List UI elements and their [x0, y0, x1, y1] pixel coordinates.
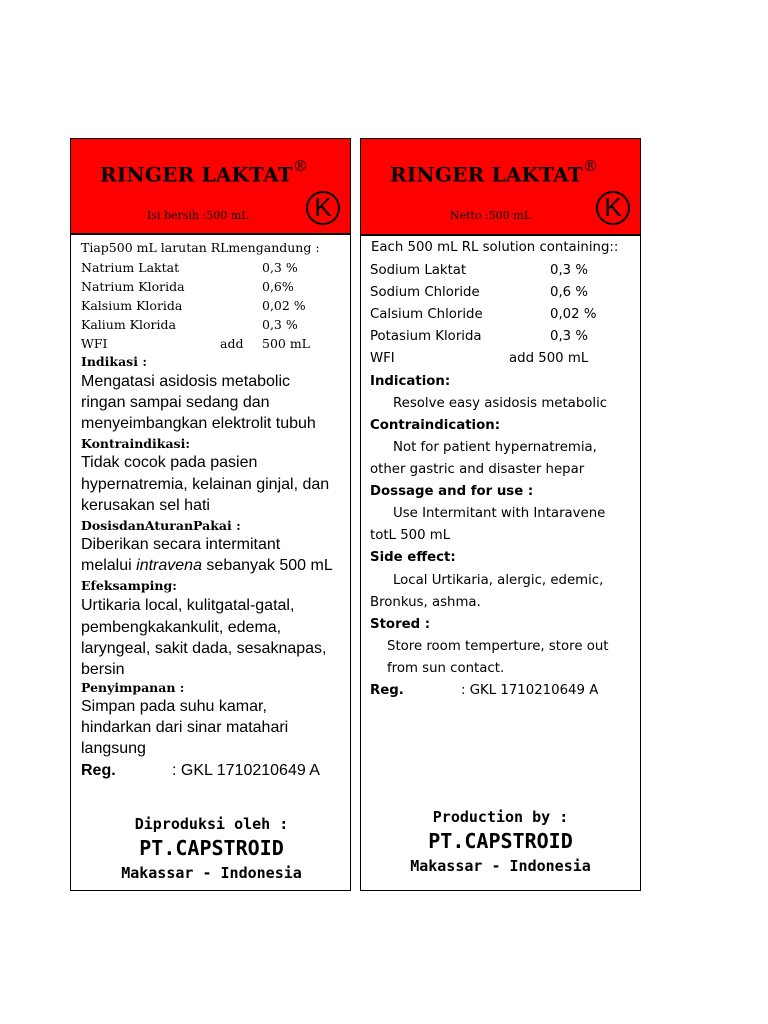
label-header: [361, 139, 640, 236]
indication-heading: Indication:: [370, 374, 451, 389]
dosage-text: Use Intermitant with Intaravene: [393, 506, 606, 521]
manufacturer-name: PT.CAPSTROID: [428, 829, 573, 853]
ingredient-name: Sodium Chloride: [370, 285, 480, 300]
indication-text: Mengatasi asidosis metabolic: [81, 373, 290, 390]
storage-text: from sun contact.: [387, 661, 505, 676]
wfi-add: add 500 mL: [509, 351, 589, 366]
side-effects-text: bersin: [81, 661, 125, 678]
ingredient-amount: 0,6 %: [550, 285, 589, 300]
indication-text: Resolve easy asidosis metabolic: [393, 396, 608, 411]
label-english: [360, 138, 641, 891]
side-effects-text: Local Urtikaria, alergic, edemic,: [393, 573, 604, 588]
product-title: RINGER LAKTAT®: [100, 157, 309, 187]
product-title: RINGER LAKTAT®: [390, 157, 599, 187]
indication-text: ringan sampai sedang dan: [81, 394, 270, 411]
ingredient-name: Kalsium Klorida: [81, 298, 183, 313]
contraindication-heading: Contraindication:: [370, 418, 501, 433]
storage-text: Simpan pada suhu kamar,: [81, 698, 267, 715]
wfi-amount: 500 mL: [262, 336, 310, 351]
composition-intro: Each 500 mL RL solution containing::: [371, 240, 619, 255]
label-indonesian: [70, 138, 351, 891]
storage-heading: Penyimpanan :: [81, 680, 185, 695]
manufacturer-intro: Production by :: [432, 808, 569, 826]
side-effects-heading: Efeksamping:: [81, 578, 177, 593]
ingredient-name: Sodium Laktat: [370, 263, 467, 278]
contraindication-text: kerusakan sel hati: [81, 497, 210, 514]
storage-text: langsung: [81, 740, 146, 757]
hard-drug-k-logo-icon: K: [596, 191, 630, 225]
ingredient-amount: 0,02 %: [550, 307, 597, 322]
ingredient-amount: 0,6%: [262, 279, 294, 294]
wfi-add: add: [220, 336, 244, 351]
side-effects-text: Urtikaria local, kulitgatal-gatal,: [81, 597, 295, 614]
net-content: Netto :500 mL: [450, 209, 532, 222]
contraindication-text: hypernatremia, kelainan ginjal, dan: [81, 476, 330, 493]
ingredient-amount: 0,3 %: [262, 317, 298, 332]
registration-number: : GKL 1710210649 A: [172, 762, 320, 779]
ingredient-name: Kalium Klorida: [81, 317, 176, 332]
storage-text: hindarkan dari sinar matahari: [81, 719, 289, 736]
dosage-heading: DosisdanAturanPakai :: [81, 518, 241, 533]
ingredient-name: Potasium Klorida: [370, 329, 482, 344]
wfi-name: WFI: [370, 351, 395, 366]
registration-label: Reg.: [81, 762, 116, 779]
ingredient-amount: 0,3 %: [550, 329, 589, 344]
ingredient-name: Natrium Laktat: [81, 260, 180, 275]
registered-mark: ®: [292, 157, 309, 175]
dosage-text: Diberikan secara intermitant: [81, 536, 281, 553]
contraindication-text: Not for patient hypernatremia,: [393, 440, 597, 455]
wfi-name: WFI: [81, 336, 108, 351]
ingredient-name: Natrium Klorida: [81, 279, 185, 294]
manufacturer-intro: Diproduksi oleh :: [134, 815, 289, 833]
storage-heading: Stored :: [370, 617, 431, 632]
contraindication-text: Tidak cocok pada pasien: [81, 454, 258, 471]
registration-label: Reg.: [370, 683, 404, 698]
manufacturer-city: Makassar - Indonesia: [410, 857, 591, 875]
side-effects-text: pembengkakankulit, edema,: [81, 619, 282, 636]
indication-heading: Indikasi :: [81, 354, 147, 369]
ingredient-name: Calsium Chloride: [370, 307, 483, 322]
dosage-text: totL 500 mL: [370, 528, 451, 543]
manufacturer-name: PT.CAPSTROID: [139, 836, 284, 860]
net-content: Isi bersih :500 mL: [147, 209, 249, 222]
hard-drug-k-logo-icon: K: [306, 191, 340, 225]
manufacturer-city: Makassar - Indonesia: [121, 864, 302, 882]
composition-intro: Tiap500 mL larutan RLmengandung :: [81, 240, 320, 255]
dosage-text: melalui intravena sebanyak 500 mL: [81, 557, 333, 574]
ingredient-amount: 0,3 %: [550, 263, 589, 278]
contraindication-heading: Kontraindikasi:: [81, 436, 190, 451]
ingredient-amount: 0,3 %: [262, 260, 298, 275]
side-effects-text: Bronkus, ashma.: [370, 595, 481, 610]
contraindication-text: other gastric and disaster hepar: [370, 462, 585, 477]
registered-mark: ®: [582, 157, 599, 175]
ingredient-amount: 0,02 %: [262, 298, 306, 313]
storage-text: Store room temperture, store out: [387, 639, 609, 654]
registration-number: : GKL 1710210649 A: [461, 683, 599, 698]
side-effects-heading: Side effect:: [370, 550, 456, 565]
indication-text: menyeimbangkan elektrolit tubuh: [81, 415, 316, 432]
dosage-heading: Dossage and for use :: [370, 484, 534, 499]
side-effects-text: laryngeal, sakit dada, sesaknapas,: [81, 640, 327, 657]
